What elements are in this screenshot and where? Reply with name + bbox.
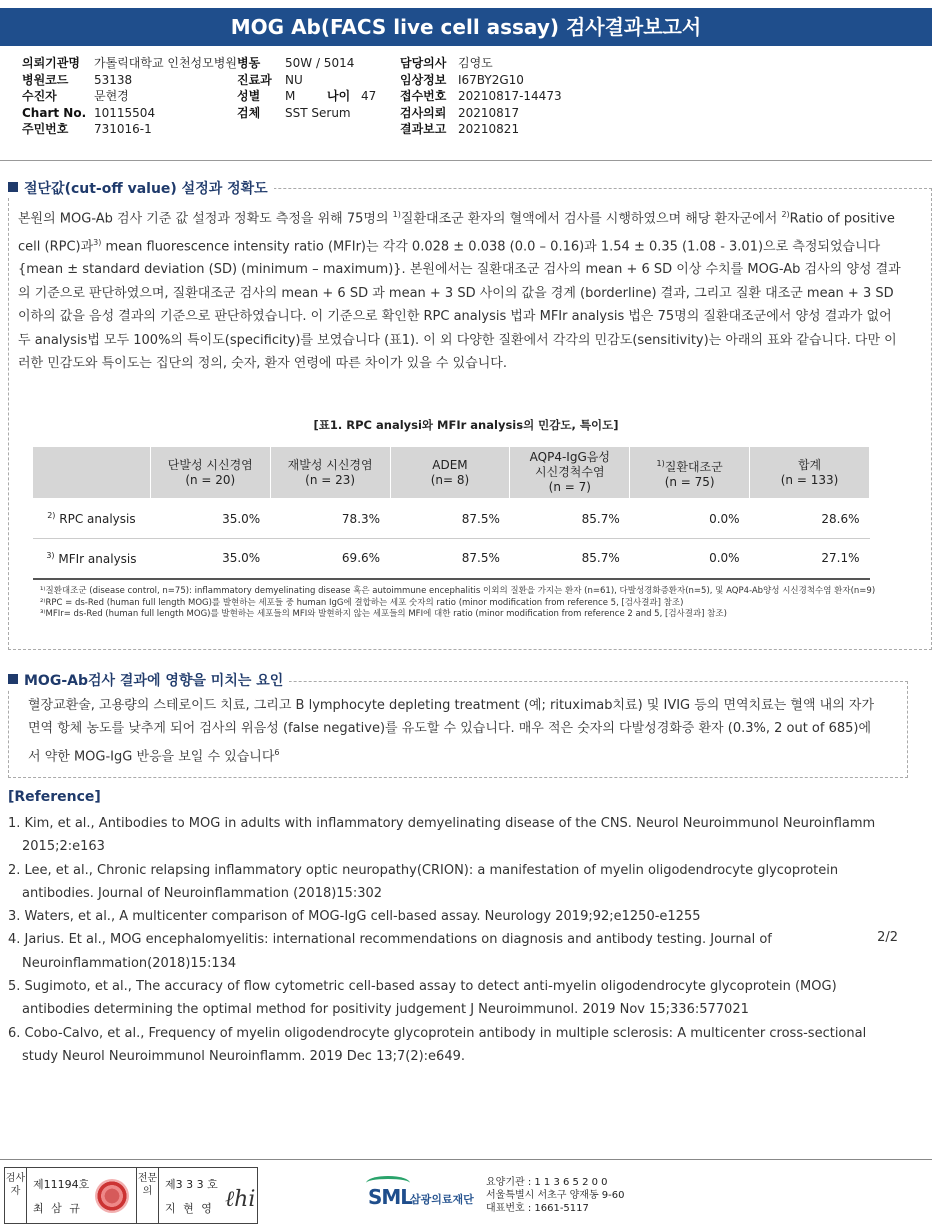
header-label: 접수번호 [400,89,447,103]
results-table [32,446,870,580]
examiner-label: 검사자 [5,1168,27,1223]
header-value: 731016-1 [94,122,152,136]
column-header-line: 시신경척수염 [535,465,605,479]
column-header-line: (n = 75) [664,474,715,489]
header-value: 20210821 [458,122,520,136]
header-label: 의뢰기관명 [22,56,80,70]
org-info-line: 대표번호 : 1661-5117 [486,1203,589,1214]
header-label: Chart No. [22,105,87,120]
header-value: SST Serum [285,105,351,120]
examiner-name: 최 삼 규 [33,1202,82,1215]
reference-item-continuation: study Neurol Neuroimmunol Neuroinflamm. 2019 Dec 13;7(2):e649. [22,1048,466,1064]
table-header-row [33,447,870,499]
report-title: MOG Ab(FACS live cell assay) 검사결과보고서 [0,8,932,46]
header-value: 김영도 [458,56,493,70]
column-header-line: (n = 20) [185,472,236,487]
footnote-mark: 6 [274,747,280,757]
reference-item: 1. Kim, et al., Antibodies to MOG in adults with inflammatory demyelinating disease of the CNS. Neurol Neuroimmunol Neuroinflamm 2015;2:e163 [8,816,876,855]
signature-box [4,1167,258,1224]
table-notes [40,586,880,621]
handwritten-signature: ℓhi [225,1187,256,1212]
section-2-paragraph [28,694,880,769]
org-info-line: 서울특별시 서초구 양재동 9-60 [486,1190,625,1201]
table-cell: 27.1% [750,539,870,579]
column-header [270,447,390,499]
header-label: 결과보고 [400,122,447,136]
table-cell: 35.0% [150,539,270,579]
section-1-paragraph [18,203,904,376]
text-run: 질환대조군 환자의 혈액에서 검사를 시행하였으며 해당 환자군에서 [400,211,782,227]
page-number: 2/2 [877,930,898,945]
specialist-label: 전문의 [137,1168,159,1223]
table-cell: 35.0% [150,499,270,539]
row-label [33,539,151,579]
section-1-heading [8,178,274,198]
column-header-line: 합계 [797,457,822,472]
reference-item: 5. Sugimoto, et al., The accuracy of flow cytometric cell-based assay to detect anti-myelin oligodendrocyte glycoprotein (MOG) antibodies determining the optimal method for positivity judgement J Neuroimmunol. 2019 Nov 15;336:577021 [8,979,837,1018]
table-cell: 85.7% [510,539,630,579]
header-value: M [285,89,296,103]
header-divider [0,160,932,161]
table-note: ¹⁾질환대조군 (disease control, n=75): inflammatory demyelinating disease 혹은 autoimmune encephalitis 이외의 질환을 가지는 환자 (n=61), 다발성경화증환자(n=5), 및 AQP4-Ab양성 시신경척수염 환자(n=9) [40,586,876,596]
text-run: Ratio of positive cell (RPC)과 [18,211,895,255]
specialist-name: 지 현 영 [165,1202,214,1215]
header-label: 수진자 [22,89,57,103]
square-bullet-icon [8,182,18,192]
text-run: 혈장교환술, 고용량의 스테로이드 치료, 그리고 B lymphocyte depleting treatment (예; rituximab치료) 및 IVIG 등의 면역치료는 혈액 내의 자가면역 항체 농도를 낮추게 되어 검사의 위음성 (false negative)를 유도할 수 있습니다. 매우 적은 숫자의 다발성경화증 환자 (0.3%, 2 out of 685)에서 약한 MOG-IgG 반응을 보일 수 있습니다 [28,698,875,765]
table-cell: 78.3% [270,499,390,539]
header-label: 성별 [237,89,261,103]
table-row [33,539,870,579]
footnote-mark: 3) [46,550,55,560]
org-info-line: 요양기관 : 1 1 3 6 5 2 0 0 [486,1177,608,1188]
org-info [486,1176,625,1215]
column-header-line: 단발성 시신경염 [167,457,253,472]
column-header-line: (n = 133) [780,472,839,487]
row-label-text: MFIr analysis [58,551,137,566]
table-note: ²⁾RPC = ds-Red (human full length MOG)를 발현하는 세포들 중 human IgG에 결합하는 세포 숫자의 ratio (minor modification from reference 5, [검사결과] 참조) [40,597,684,608]
header-col-3 [400,55,562,138]
header-value: 53138 [94,72,133,87]
column-header-line: AQP4-IgG음성 [529,450,610,464]
header-value: 10115504 [94,105,156,120]
red-seal-icon [95,1179,129,1213]
header-value: 20210817 [458,105,520,120]
reference-item: 6. Cobo-Calvo, et al., Frequency of myelin oligodendrocyte glycoprotein antibody in multiple sclerosis: A multicenter cross-sectional [8,1025,867,1041]
row-label [33,499,151,539]
header-col-2 [237,55,376,121]
table-cell: 87.5% [390,499,510,539]
footer-divider [0,1159,932,1160]
table-cell: 0.0% [630,499,750,539]
header-label: 검체 [237,105,261,120]
reference-item: 4. Jarius. Et al., MOG encephalomyelitis: international recommendations on diagnosis and antibody testing. Journal of Neuroinflammation(2018)15:134 [8,932,772,971]
header-label: 검사의뢰 [400,105,447,120]
column-header-line: (n= 8) [430,472,470,487]
header-label: 병동 [237,56,261,70]
header-col-1 [22,55,237,138]
column-header-line: ADEM [432,457,468,472]
text-run: 본원의 MOG-Ab 검사 기준 값 설정과 정확도 측정을 위해 75명의 [18,211,393,227]
row-label-text: RPC analysis [59,512,136,526]
specialist-license: 제3 3 3 호 [165,1178,218,1191]
header-label: 병원코드 [22,72,69,87]
footnote-mark: 1) [392,210,401,219]
references-heading: [Reference] [8,789,101,805]
table-row [33,499,870,539]
examiner-cell [27,1168,137,1223]
section-2-heading-text: MOG-Ab검사 결과에 영향을 미치는 요인 [24,673,284,689]
column-header [390,447,510,499]
footnote-mark: 2) [781,210,790,219]
age-value: 47 [361,89,377,103]
table-caption: [표1. RPC analysi와 MFIr analysis의 민감도, 특이도] [313,418,619,432]
table-cell: 69.6% [270,539,390,579]
header-label: 주민번호 [22,122,69,136]
column-header-line: (n = 23) [305,472,356,487]
reference-item: 2. Lee, et al., Chronic relapsing inflammatory optic neuropathy(CRION): a manifestation of myelin oligodendrocyte glycoprotein antibodies. Journal of Neuroinflammation (2018)15:302 [8,862,839,901]
header-value: 20210817-14473 [458,89,562,103]
specialist-cell [159,1168,257,1223]
header-value: 50W / 5014 [285,56,355,70]
square-bullet-icon [8,674,18,684]
column-header [150,447,270,499]
header-value: 문현경 [94,89,129,103]
references-list [8,812,908,1068]
table-cell: 28.6% [750,499,870,539]
section-2-heading [8,670,289,690]
column-header [750,447,870,499]
sml-logo: SML [368,1185,413,1209]
header-label: 담당의사 [400,56,447,70]
header-value: 가톨릭대학교 인천성모병원 [94,56,237,70]
footnote-mark: 2) [47,511,56,520]
column-header [630,447,750,499]
column-header-line: (n = 7) [548,480,591,494]
table-cell: 0.0% [630,539,750,579]
header-label: 임상정보 [400,72,447,87]
age-label: 나이 [327,89,351,103]
footnote-mark: 3) [93,237,102,247]
column-header-line: 질환대조군 [664,459,723,474]
table-cell: 87.5% [390,539,510,579]
table-corner-cell [33,447,151,499]
header-label: 진료과 [237,72,272,87]
section-1-heading-text: 절단값(cut-off value) 설정과 정확도 [24,181,268,197]
header-value: NU [285,72,303,87]
org-name: 삼광의료재단 [410,1193,474,1206]
table-cell: 85.7% [510,499,630,539]
text-run: mean fluorescence intensity ratio (MFIr)는 각각 0.028 ± 0.038 (0.0 – 0.16)과 1.54 ± 0.35 (1.08 - 3.01)으로 측정되었습니다 {mean ± standard deviation (SD) (minimum – maximum)}. 본원에서는 질환대조군 검사의 mean + 6 SD 이상 수치를 MOG-Ab 검사의 양성 결과의 기준으로 판단하였으며, 질환대조군 검사의 mean + 6 SD 과 mean + 3 SD 사이의 값을 경계 (borderline) 결과, 그리고 질환 대조군 mean + 3 SD 이하의 값을 음성 결과의 기준으로 판단하였습니다. 이 기준으로 확인한 RPC analysis 법과 MFIr analysis 법은 75명의 질환대조군에서 양성 결과가 없어 두 analysis법 모두 100%의 특이도(specificity)를 보였습니다 (표1). 이 외 다양한 질환에서 각각의 민감도(sensitivity)는 아래의 표와 같습니다. 다만 이러한 민감도와 특이도는 집단의 정의, 숫자, 환자 연령에 따른 차이가 있을 수 있습니다. [18,239,901,372]
table-note: ³⁾MFIr= ds-Red (human full length MOG)를 발현하는 세포들의 MFI와 발현하지 않는 세포들의 MFI에 대한 ratio (minor modification from reference 2 and 5, [검사결과] 참조) [40,609,727,619]
header-value: I67BY2G10 [458,72,524,87]
examiner-license: 제11194호 [33,1178,90,1191]
column-header-line: 재발성 시신경염 [287,457,373,472]
reference-item: 3. Waters, et al., A multicenter comparison of MOG-IgG cell-based assay. Neurology 2019;92;e1250-e1255 [8,909,701,925]
footnote-mark: 1) [656,458,665,468]
column-header [510,447,630,499]
